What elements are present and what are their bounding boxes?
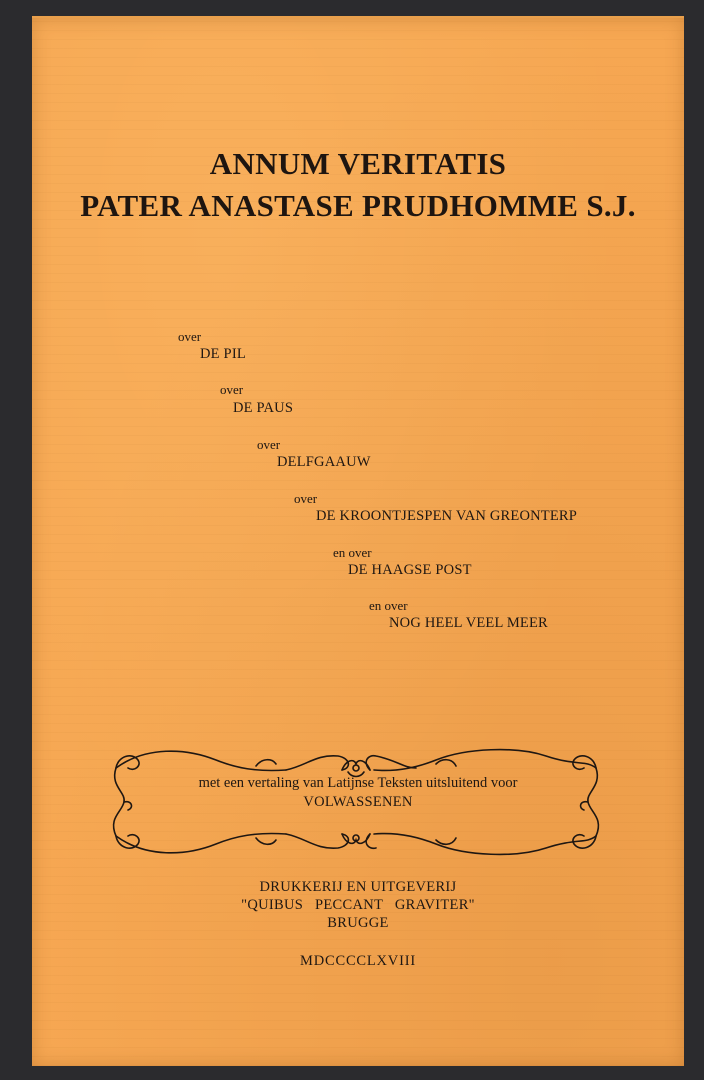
topic-subject: DELFGAAUW [277,454,371,470]
publisher-motto: "QUIBUS PECCANT GRAVITER" [241,897,475,913]
publisher-name: DRUKKERIJ EN UITGEVERIJ [259,879,457,895]
topic-subject: DE HAAGSE POST [348,562,472,578]
topic-subject: DE PAUS [233,400,294,416]
cover-title-line2: PATER ANASTASE PRUDHOMME S.J. [80,188,636,223]
topic-prefix: over [257,437,281,452]
topic-prefix: over [178,329,202,344]
frame-text-line2: VOLWASSENEN [303,794,413,810]
topic-subject: NOG HEEL VEEL MEER [389,615,548,631]
book-cover [32,16,684,1066]
topic-prefix: over [294,491,318,506]
topic-prefix: en over [369,598,408,613]
publisher-city: BRUGGE [327,915,389,931]
topic-prefix: en over [333,545,372,560]
topic-subject: DE PIL [200,346,246,362]
topic-subject: DE KROONTJESPEN VAN GREONTERP [316,508,578,524]
publication-year: MDCCCCLXVIII [300,953,416,969]
cover-title-line1: ANNUM VERITATIS [209,146,507,181]
frame-text-line1: met een vertaling van Latijnse Teksten uitsluitend voor [198,775,518,791]
topic-prefix: over [220,382,244,397]
